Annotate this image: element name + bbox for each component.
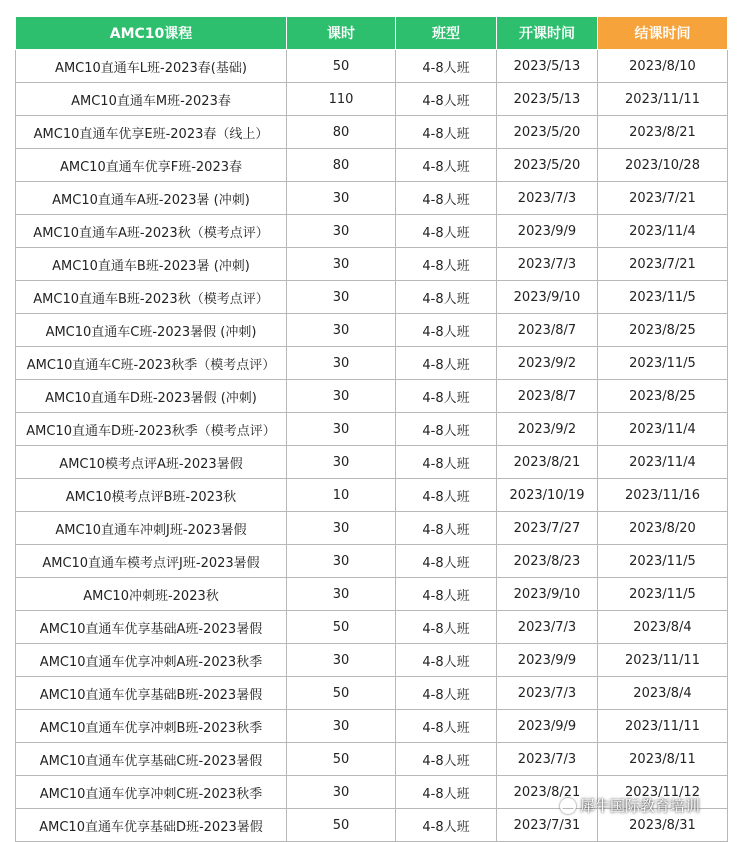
cell-course: AMC10直通车B班-2023秋（模考点评） bbox=[16, 281, 287, 314]
cell-course: AMC10直通车L班-2023春(基础) bbox=[16, 50, 287, 83]
wechat-logo-icon bbox=[560, 798, 576, 814]
cell-hours: 50 bbox=[287, 809, 396, 842]
watermark-text: 犀牛国际教育培训 bbox=[580, 797, 701, 815]
cell-start-date: 2023/9/9 bbox=[497, 215, 598, 248]
cell-start-date: 2023/5/13 bbox=[497, 83, 598, 116]
cell-class-type: 4-8人班 bbox=[396, 677, 497, 710]
cell-end-date: 2023/11/4 bbox=[598, 413, 728, 446]
cell-end-date: 2023/8/4 bbox=[598, 677, 728, 710]
cell-course: AMC10直通车优享冲刺A班-2023秋季 bbox=[16, 644, 287, 677]
table-row bbox=[16, 578, 728, 611]
cell-course: AMC10直通车优享F班-2023春 bbox=[16, 149, 287, 182]
cell-hours: 30 bbox=[287, 578, 396, 611]
cell-start-date: 2023/8/23 bbox=[497, 545, 598, 578]
cell-start-date: 2023/7/31 bbox=[497, 809, 598, 842]
cell-hours: 80 bbox=[287, 149, 396, 182]
cell-start-date: 2023/9/2 bbox=[497, 413, 598, 446]
cell-course: AMC10直通车优享基础D班-2023暑假 bbox=[16, 809, 287, 842]
cell-end-date: 2023/11/11 bbox=[598, 83, 728, 116]
cell-end-date: 2023/8/25 bbox=[598, 380, 728, 413]
cell-start-date: 2023/7/27 bbox=[497, 512, 598, 545]
cell-start-date: 2023/9/9 bbox=[497, 710, 598, 743]
cell-start-date: 2023/9/9 bbox=[497, 644, 598, 677]
header-end-date: 结课时间 bbox=[598, 17, 728, 50]
cell-hours: 50 bbox=[287, 611, 396, 644]
cell-end-date: 2023/8/10 bbox=[598, 50, 728, 83]
cell-course: AMC10直通车A班-2023暑 (冲刺) bbox=[16, 182, 287, 215]
cell-course: AMC10直通车D班-2023秋季（模考点评） bbox=[16, 413, 287, 446]
watermark bbox=[560, 795, 700, 816]
cell-course: AMC10冲刺班-2023秋 bbox=[16, 578, 287, 611]
cell-class-type: 4-8人班 bbox=[396, 215, 497, 248]
cell-course: AMC10直通车C班-2023秋季（模考点评） bbox=[16, 347, 287, 380]
table-row bbox=[16, 644, 728, 677]
cell-course: AMC10模考点评A班-2023暑假 bbox=[16, 446, 287, 479]
table-row bbox=[16, 743, 728, 776]
cell-end-date: 2023/8/25 bbox=[598, 314, 728, 347]
table-row bbox=[16, 149, 728, 182]
cell-class-type: 4-8人班 bbox=[396, 578, 497, 611]
cell-hours: 30 bbox=[287, 347, 396, 380]
cell-start-date: 2023/9/10 bbox=[497, 578, 598, 611]
cell-end-date: 2023/11/4 bbox=[598, 446, 728, 479]
table-row bbox=[16, 182, 728, 215]
cell-start-date: 2023/9/2 bbox=[497, 347, 598, 380]
table-row bbox=[16, 545, 728, 578]
table-row bbox=[16, 611, 728, 644]
cell-class-type: 4-8人班 bbox=[396, 710, 497, 743]
cell-course: AMC10直通车冲刺J班-2023暑假 bbox=[16, 512, 287, 545]
cell-course: AMC10直通车B班-2023暑 (冲刺) bbox=[16, 248, 287, 281]
cell-class-type: 4-8人班 bbox=[396, 743, 497, 776]
cell-class-type: 4-8人班 bbox=[396, 512, 497, 545]
cell-start-date: 2023/7/3 bbox=[497, 677, 598, 710]
cell-hours: 30 bbox=[287, 215, 396, 248]
header-start-date: 开课时间 bbox=[497, 17, 598, 50]
table-row bbox=[16, 710, 728, 743]
cell-start-date: 2023/8/7 bbox=[497, 314, 598, 347]
cell-course: AMC10直通车D班-2023暑假 (冲刺) bbox=[16, 380, 287, 413]
cell-hours: 30 bbox=[287, 182, 396, 215]
cell-start-date: 2023/5/20 bbox=[497, 116, 598, 149]
cell-course: AMC10直通车优享基础B班-2023暑假 bbox=[16, 677, 287, 710]
cell-class-type: 4-8人班 bbox=[396, 644, 497, 677]
cell-start-date: 2023/8/7 bbox=[497, 380, 598, 413]
cell-hours: 30 bbox=[287, 281, 396, 314]
cell-course: AMC10直通车模考点评J班-2023暑假 bbox=[16, 545, 287, 578]
table-row bbox=[16, 116, 728, 149]
cell-class-type: 4-8人班 bbox=[396, 380, 497, 413]
table-row bbox=[16, 446, 728, 479]
cell-class-type: 4-8人班 bbox=[396, 809, 497, 842]
table-header-row bbox=[16, 17, 728, 50]
cell-end-date: 2023/8/31 bbox=[598, 809, 728, 842]
cell-hours: 10 bbox=[287, 479, 396, 512]
table-body bbox=[16, 50, 728, 842]
cell-class-type: 4-8人班 bbox=[396, 281, 497, 314]
cell-hours: 80 bbox=[287, 116, 396, 149]
cell-end-date: 2023/11/5 bbox=[598, 578, 728, 611]
cell-hours: 30 bbox=[287, 776, 396, 809]
table-row bbox=[16, 83, 728, 116]
cell-course: AMC10直通车优享冲刺C班-2023秋季 bbox=[16, 776, 287, 809]
cell-end-date: 2023/8/20 bbox=[598, 512, 728, 545]
table-row bbox=[16, 281, 728, 314]
cell-end-date: 2023/11/4 bbox=[598, 215, 728, 248]
cell-hours: 50 bbox=[287, 743, 396, 776]
cell-course: AMC10直通车C班-2023暑假 (冲刺) bbox=[16, 314, 287, 347]
cell-class-type: 4-8人班 bbox=[396, 182, 497, 215]
cell-end-date: 2023/7/21 bbox=[598, 182, 728, 215]
cell-start-date: 2023/7/3 bbox=[497, 248, 598, 281]
table-row bbox=[16, 677, 728, 710]
cell-class-type: 4-8人班 bbox=[396, 347, 497, 380]
cell-hours: 30 bbox=[287, 248, 396, 281]
cell-end-date: 2023/10/28 bbox=[598, 149, 728, 182]
table-row bbox=[16, 347, 728, 380]
cell-course: AMC10模考点评B班-2023秋 bbox=[16, 479, 287, 512]
table-row bbox=[16, 248, 728, 281]
cell-end-date: 2023/11/16 bbox=[598, 479, 728, 512]
cell-class-type: 4-8人班 bbox=[396, 446, 497, 479]
cell-end-date: 2023/8/21 bbox=[598, 116, 728, 149]
cell-class-type: 4-8人班 bbox=[396, 611, 497, 644]
cell-hours: 30 bbox=[287, 446, 396, 479]
header-course: AMC10课程 bbox=[16, 17, 287, 50]
table-row bbox=[16, 314, 728, 347]
table-row bbox=[16, 479, 728, 512]
cell-hours: 50 bbox=[287, 50, 396, 83]
cell-class-type: 4-8人班 bbox=[396, 776, 497, 809]
cell-course: AMC10直通车A班-2023秋（模考点评） bbox=[16, 215, 287, 248]
cell-course: AMC10直通车优享基础C班-2023暑假 bbox=[16, 743, 287, 776]
cell-start-date: 2023/7/3 bbox=[497, 182, 598, 215]
cell-course: AMC10直通车优享E班-2023春（线上） bbox=[16, 116, 287, 149]
cell-class-type: 4-8人班 bbox=[396, 314, 497, 347]
cell-class-type: 4-8人班 bbox=[396, 248, 497, 281]
cell-end-date: 2023/11/5 bbox=[598, 545, 728, 578]
cell-end-date: 2023/11/11 bbox=[598, 710, 728, 743]
cell-class-type: 4-8人班 bbox=[396, 50, 497, 83]
cell-course: AMC10直通车优享基础A班-2023暑假 bbox=[16, 611, 287, 644]
cell-start-date: 2023/8/21 bbox=[497, 776, 598, 809]
cell-start-date: 2023/5/13 bbox=[497, 50, 598, 83]
cell-start-date: 2023/5/20 bbox=[497, 149, 598, 182]
cell-hours: 30 bbox=[287, 380, 396, 413]
cell-end-date: 2023/11/12 bbox=[598, 776, 728, 809]
table-row bbox=[16, 413, 728, 446]
cell-class-type: 4-8人班 bbox=[396, 116, 497, 149]
cell-course: AMC10直通车优享冲刺B班-2023秋季 bbox=[16, 710, 287, 743]
cell-class-type: 4-8人班 bbox=[396, 479, 497, 512]
cell-start-date: 2023/7/3 bbox=[497, 611, 598, 644]
cell-class-type: 4-8人班 bbox=[396, 83, 497, 116]
cell-course: AMC10直通车M班-2023春 bbox=[16, 83, 287, 116]
table-row bbox=[16, 380, 728, 413]
cell-end-date: 2023/8/11 bbox=[598, 743, 728, 776]
cell-start-date: 2023/10/19 bbox=[497, 479, 598, 512]
table-row bbox=[16, 215, 728, 248]
cell-end-date: 2023/11/11 bbox=[598, 644, 728, 677]
cell-end-date: 2023/8/4 bbox=[598, 611, 728, 644]
cell-start-date: 2023/7/3 bbox=[497, 743, 598, 776]
header-hours: 课时 bbox=[287, 17, 396, 50]
cell-hours: 50 bbox=[287, 677, 396, 710]
course-schedule-table bbox=[15, 16, 728, 842]
cell-class-type: 4-8人班 bbox=[396, 545, 497, 578]
cell-end-date: 2023/11/5 bbox=[598, 281, 728, 314]
cell-hours: 30 bbox=[287, 545, 396, 578]
header-class-type: 班型 bbox=[396, 17, 497, 50]
cell-class-type: 4-8人班 bbox=[396, 413, 497, 446]
cell-hours: 110 bbox=[287, 83, 396, 116]
cell-end-date: 2023/7/21 bbox=[598, 248, 728, 281]
cell-start-date: 2023/9/10 bbox=[497, 281, 598, 314]
cell-hours: 30 bbox=[287, 413, 396, 446]
cell-hours: 30 bbox=[287, 314, 396, 347]
cell-end-date: 2023/11/5 bbox=[598, 347, 728, 380]
cell-start-date: 2023/8/21 bbox=[497, 446, 598, 479]
cell-hours: 30 bbox=[287, 710, 396, 743]
table-row bbox=[16, 512, 728, 545]
table-row bbox=[16, 50, 728, 83]
cell-hours: 30 bbox=[287, 512, 396, 545]
cell-hours: 30 bbox=[287, 644, 396, 677]
cell-class-type: 4-8人班 bbox=[396, 149, 497, 182]
